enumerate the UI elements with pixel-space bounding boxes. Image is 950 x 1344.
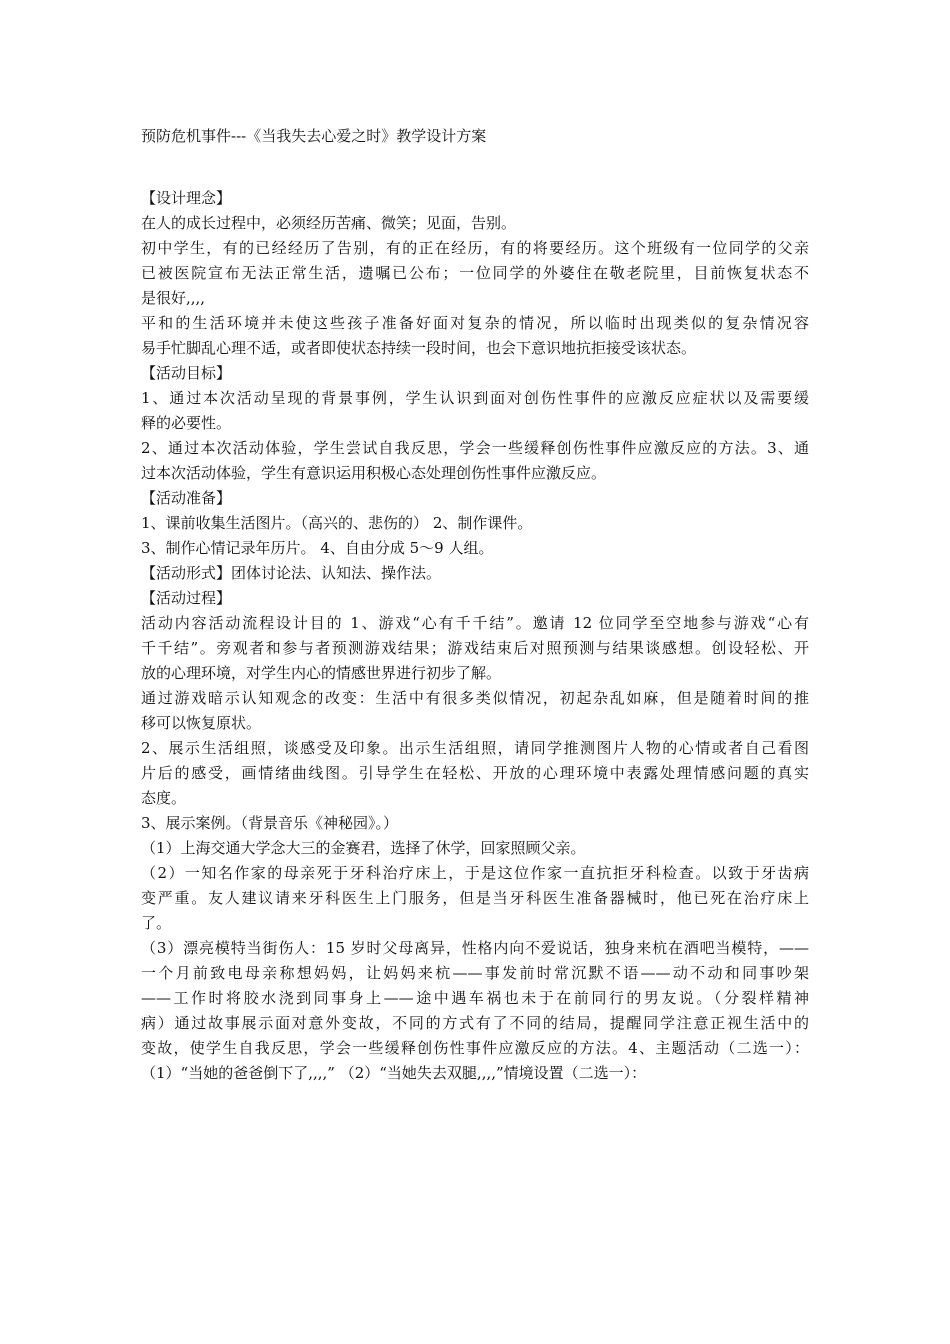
document-page: [141, 126, 809, 1086]
text-line: 【设计理念】: [141, 189, 232, 207]
text-line: 2、通过本次活动体验，学生尝试自我反思，学会一些缓释创伤性事件应激反应的方法。3、通: [141, 439, 809, 457]
document-title: 预防危机事件---《当我失去心爱之时》教学设计方案: [141, 127, 487, 145]
text-line: 片后的感受，画情绪曲线图。引导学生在轻松、开放的心理环境中表露处理情感问题的真实: [141, 764, 809, 782]
text-line: 释的必要性。: [141, 414, 232, 432]
text-line: 过本次活动体验，学生有意识运用积极心态处理创伤性事件应激反应。: [141, 464, 607, 482]
text-line: ——工作时将胶水浇到同事身上——途中遇车祸也未于在前同行的男友说。（分裂样精神: [141, 989, 809, 1007]
text-line: 3、展示案例。（背景音乐《神秘园》。）: [141, 814, 399, 832]
text-line: 病）通过故事展示面对意外变故，不同的方式有了不同的结局，提醒同学注意正视生活中的: [141, 1014, 809, 1032]
text-line: 通过游戏暗示认知观念的改变：生活中有很多类似情况，初起杂乱如麻，但是随着时间的推: [141, 689, 809, 707]
text-line: 已被医院宣布无法正常生活，遗嘱已公布；一位同学的外婆住在敬老院里，目前恢复状态不: [141, 264, 809, 282]
text-line: 了。: [141, 914, 172, 932]
text-line: （1）上海交通大学念大三的金赛君，选择了休学，回家照顾父亲。: [141, 839, 586, 857]
document-body: [141, 186, 809, 1086]
text-line: 易手忙脚乱心理不适，或者即使状态持续一段时间，也会下意识地抗拒接受该状态。: [141, 339, 697, 357]
text-line: 是很好,,,,: [141, 289, 206, 307]
text-line: 变严重。友人建议请来牙科医生上门服务，但是当牙科医生准备器械时，他已死在治疗床上: [141, 889, 809, 907]
text-line: 一个月前致电母亲称想妈妈，让妈妈来杭——事发前时常沉默不语——动不动和同事吵架: [141, 964, 809, 982]
text-line: 平和的生活环境并未使这些孩子准备好面对复杂的情况，所以临时出现类似的复杂情况容: [141, 314, 809, 332]
text-line: 态度。: [141, 789, 187, 807]
text-line: 放的心理环境，对学生内心的情感世界进行初步了解。: [141, 664, 502, 682]
text-line: 在人的成长过程中，必须经历苦痛、微笑；见面，告别。: [141, 214, 517, 232]
text-line: 活动内容活动流程设计目的 1、游戏“心有千千结”。邀请 12 位同学至空地参与游戏“心有: [141, 614, 809, 632]
text-line: （1）“当她的爸爸倒下了,,,,” （2）“当她失去双腿,,,,”情境设置（二选一）：: [141, 1064, 647, 1082]
text-line: （2）一知名作家的母亲死于牙科治疗床上，于是这位作家一直抗拒牙科检查。以致于牙齿病: [141, 864, 809, 882]
text-line: 【活动目标】: [141, 364, 232, 382]
text-line: 变故，使学生自我反思，学会一些缓释创伤性事件应激反应的方法。4、主题活动（二选一）：: [141, 1039, 809, 1057]
text-line: （3）漂亮模特当街伤人：15 岁时父母离异，性格内向不爱说话，独身来杭在酒吧当模特，——: [141, 939, 809, 957]
text-line: 初中学生，有的已经经历了告别，有的正在经历，有的将要经历。这个班级有一位同学的父亲: [141, 239, 809, 257]
text-line: 3、制作心情记录年历片。 4、自由分成 5～9 人组。: [141, 539, 494, 557]
text-line: 1、通过本次活动呈现的背景事例，学生认识到面对创伤性事件的应激反应症状以及需要缓: [141, 389, 809, 407]
text-line: 2、展示生活组照，谈感受及印象。出示生活组照，请同学推测图片人物的心情或者自己看图: [141, 739, 809, 757]
text-line: 【活动形式】团体讨论法、认知法、操作法。: [141, 564, 442, 582]
text-line: 移可以恢复原状。: [141, 714, 262, 732]
text-line: 【活动过程】: [141, 589, 232, 607]
text-line: 千千结”。旁观者和参与者预测游戏结果；游戏结束后对照预测与结果谈感想。创设轻松、开: [141, 639, 809, 657]
text-line: 【活动准备】: [141, 489, 232, 507]
text-line: 1、课前收集生活图片。（高兴的、悲伤的） 2、制作课件。: [141, 514, 533, 532]
